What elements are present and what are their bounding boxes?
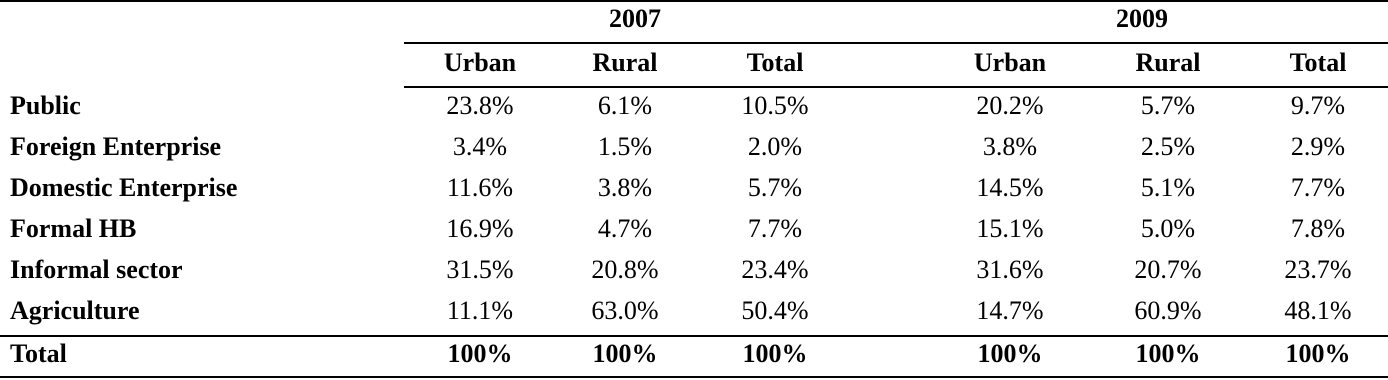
row-label: Agriculture	[10, 296, 140, 325]
table-cell: 20.8%	[591, 255, 659, 284]
column-header-urban: Urban	[973, 48, 1047, 77]
table-cell: 23.4%	[741, 255, 809, 284]
year-header-2007: 2007	[609, 4, 661, 33]
total-cell: 100%	[1285, 339, 1351, 368]
table-cell: 2.0%	[747, 132, 803, 161]
total-cell: 100%	[592, 339, 658, 368]
table-cell: 7.7%	[1290, 173, 1346, 202]
table-cell: 31.6%	[976, 255, 1044, 284]
total-cell: 100%	[977, 339, 1043, 368]
table-cell: 1.5%	[597, 132, 653, 161]
table-cell: 3.4%	[452, 132, 508, 161]
table-cell: 16.9%	[446, 214, 514, 243]
table-cell: 4.7%	[597, 214, 653, 243]
total-cell: 100%	[1135, 339, 1201, 368]
total-top-rule	[0, 335, 1388, 337]
table-cell: 2.5%	[1140, 132, 1196, 161]
table-cell: 9.7%	[1290, 91, 1346, 120]
total-row-label: Total	[10, 339, 67, 368]
row-label: Informal sector	[10, 255, 183, 284]
table-cell: 60.9%	[1134, 296, 1202, 325]
table-cell: 14.5%	[976, 173, 1044, 202]
table-cell: 63.0%	[591, 296, 659, 325]
table-cell: 5.0%	[1140, 214, 1196, 243]
table-cell: 11.6%	[446, 173, 514, 202]
table-cell: 31.5%	[446, 255, 514, 284]
table-cell: 7.7%	[747, 214, 803, 243]
row-label: Domestic Enterprise	[10, 173, 238, 202]
year-underline-rule	[404, 42, 1388, 44]
table-cell: 20.2%	[976, 91, 1044, 120]
table-cell: 3.8%	[597, 173, 653, 202]
row-label: Formal HB	[10, 214, 137, 243]
total-cell: 100%	[742, 339, 808, 368]
table-cell: 5.7%	[1140, 91, 1196, 120]
row-label: Foreign Enterprise	[10, 132, 222, 161]
table-cell: 3.8%	[982, 132, 1038, 161]
table-cell: 14.7%	[976, 296, 1044, 325]
total-cell: 100%	[447, 339, 513, 368]
table-cell: 20.7%	[1134, 255, 1202, 284]
year-header-2009: 2009	[1116, 4, 1168, 33]
column-header-urban: Urban	[443, 48, 517, 77]
header-bottom-rule	[404, 86, 1388, 88]
table-cell: 11.1%	[446, 296, 514, 325]
bottom-rule	[0, 376, 1388, 378]
table-cell: 15.1%	[976, 214, 1044, 243]
table-cell: 23.8%	[446, 91, 514, 120]
top-rule	[0, 0, 1388, 2]
row-label: Public	[10, 91, 81, 120]
table-cell: 5.7%	[747, 173, 803, 202]
column-header-total: Total	[1289, 48, 1347, 77]
column-header-rural: Rural	[592, 48, 658, 77]
table-cell: 10.5%	[741, 91, 809, 120]
table-cell: 48.1%	[1284, 296, 1352, 325]
table-cell: 6.1%	[597, 91, 653, 120]
column-header-total: Total	[746, 48, 804, 77]
table-cell: 5.1%	[1140, 173, 1196, 202]
column-header-rural: Rural	[1135, 48, 1201, 77]
table-cell: 23.7%	[1284, 255, 1352, 284]
table-cell: 50.4%	[741, 296, 809, 325]
table-cell: 7.8%	[1290, 214, 1346, 243]
table-cell: 2.9%	[1290, 132, 1346, 161]
